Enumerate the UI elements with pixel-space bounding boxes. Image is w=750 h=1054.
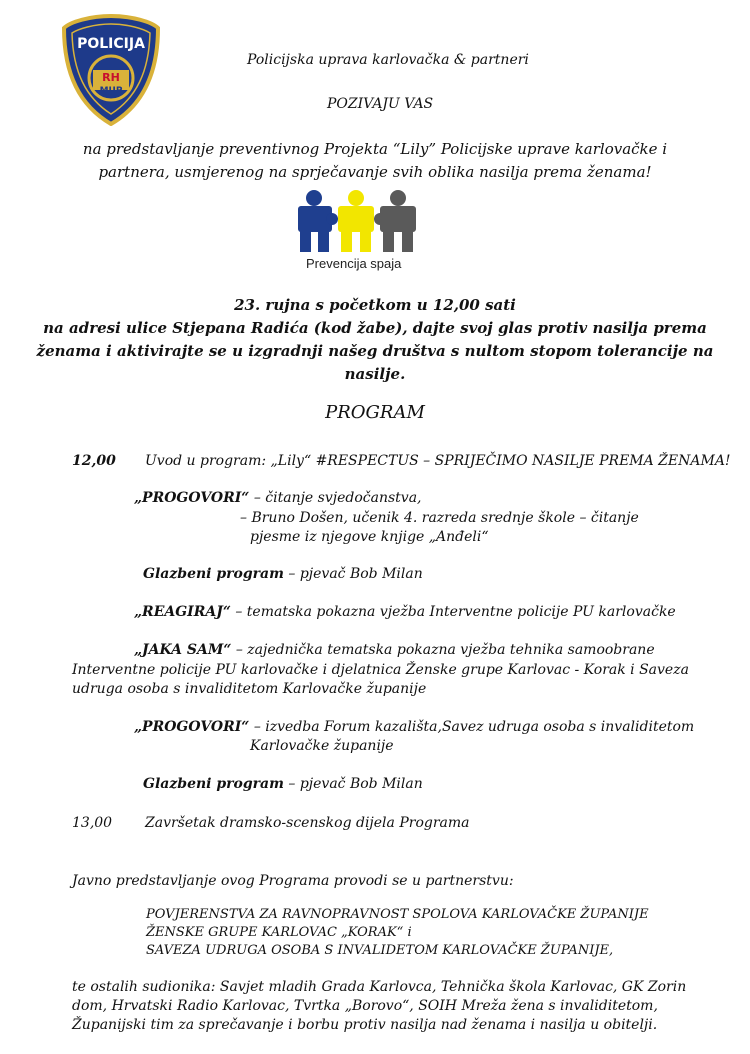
logo-text-mup: MUP [99, 86, 123, 96]
logo-text-rh: RH [102, 71, 120, 84]
event-date: 23. rujna s početkom u 12,00 sati [234, 296, 516, 314]
glazbeni-1-title: Glazbeni program [143, 566, 284, 582]
reagiraj-title: „REAGIRAJ“ [134, 604, 231, 620]
progovori-2-title: „PROGOVORI“ [134, 719, 250, 735]
glazbeni-2-text: – pjevač Bob Milan [283, 776, 423, 792]
progovori-2-text: – izvedba Forum kazališta,Savez udruga osoba s invaliditetom [249, 719, 695, 735]
partner-1: POVJERENSTVA ZA RAVNOPRAVNOST SPOLOVA KARLOVAČKE ŽUPANIJE [146, 907, 649, 922]
program-time-1: 12,00 [72, 453, 116, 469]
partner-3: SAVEZA UDRUGA OSOBA S INVALIDETOM KARLOVAČKE ŽUPANIJE, [146, 943, 614, 958]
progovori-1-title: „PROGOVORI“ [134, 490, 250, 506]
progovori-1-line3: pjesme iz njegove knjige „Anđeli“ [250, 529, 489, 545]
glazbeni-2-title: Glazbeni program [143, 776, 284, 792]
event-line4: nasilje. [344, 365, 406, 383]
prevencija-spaja-logo [292, 186, 420, 276]
header-intro-line1: na predstavljanje preventivnog Projekta “Lily” Policijske uprave karlovačke i [82, 140, 668, 158]
reagiraj [134, 604, 676, 620]
partner-2: ŽENSKE GRUPE KARLOVAC „KORAK“ i [146, 925, 412, 940]
header-intro-line2: partnera, usmjerenog na sprječavanje svih oblika nasilja prema ženama! [98, 163, 652, 181]
jaka-sam-title: „JAKA SAM“ [134, 642, 232, 658]
program-time-2: 13,00 [72, 815, 113, 831]
logo-text-policija: POLICIJA [77, 36, 145, 52]
progovori-1-text: – čitanje svjedočanstva, [249, 490, 422, 506]
progovori-1 [134, 490, 422, 506]
program-intro-text: Uvod u program: „Lily“ #RESPECTUS – SPRIJEČIMO NASILJE PREMA ŽENAMA! [145, 453, 731, 469]
glazbeni-1-text: – pjevač Bob Milan [283, 566, 423, 582]
jaka-sam-line2: Interventne policije PU karlovačke i djelatnica Ženske grupe Karlovac - Korak i Saveza [72, 662, 689, 678]
program-end-text: Završetak dramsko-scenskog dijela Programa [145, 815, 470, 831]
glazbeni-1 [143, 566, 423, 582]
jaka-sam-text: – zajednička tematska pokazna vježba tehnika samoobrane [231, 642, 655, 658]
event-line2: na adresi ulice Stjepana Radića (kod žabe), dajte svoj glas protiv nasilja prema [43, 319, 707, 337]
header-invite: POZIVAJU VAS [327, 96, 434, 112]
header-organizer: Policijska uprava karlovačka & partneri [247, 52, 529, 68]
puzzle-caption: Prevencija spaja [306, 256, 402, 271]
progovori-2 [134, 719, 694, 735]
jaka-sam-line3: udruga osoba s invaliditetom Karlovačke županije [72, 681, 427, 697]
program-title: PROGRAM [325, 402, 425, 423]
jaka-sam [134, 642, 698, 658]
others-line2: dom, Hrvatski Radio Karlovac, Tvrtka „Borovo“, SOIH Mreža žena s invaliditetom, [72, 998, 658, 1014]
partners-intro: Javno predstavljanje ovog Programa provodi se u partnerstvu: [72, 873, 514, 889]
progovori-1-line2: – Bruno Došen, učenik 4. razreda srednje škole – čitanje [240, 510, 639, 526]
progovori-2-line2: Karlovačke županije [250, 738, 394, 754]
others-line3: Županijski tim za sprečavanje i borbu protiv nasilja nad ženama i nasilja u obitelji. [72, 1017, 658, 1033]
police-badge-logo [62, 14, 160, 126]
puzzle-pieces-icon [292, 186, 420, 256]
glazbeni-2 [143, 776, 423, 792]
others-line1: te ostalih sudionika: Savjet mladih Grada Karlovca, Tehnička škola Karlovac, GK Zorin [72, 979, 687, 995]
reagiraj-text: – tematska pokazna vježba Interventne policije PU karlovačke [230, 604, 676, 620]
event-line3: ženama i aktivirajte se u izgradnji našeg društva s nultom stopom tolerancije na [36, 342, 714, 360]
